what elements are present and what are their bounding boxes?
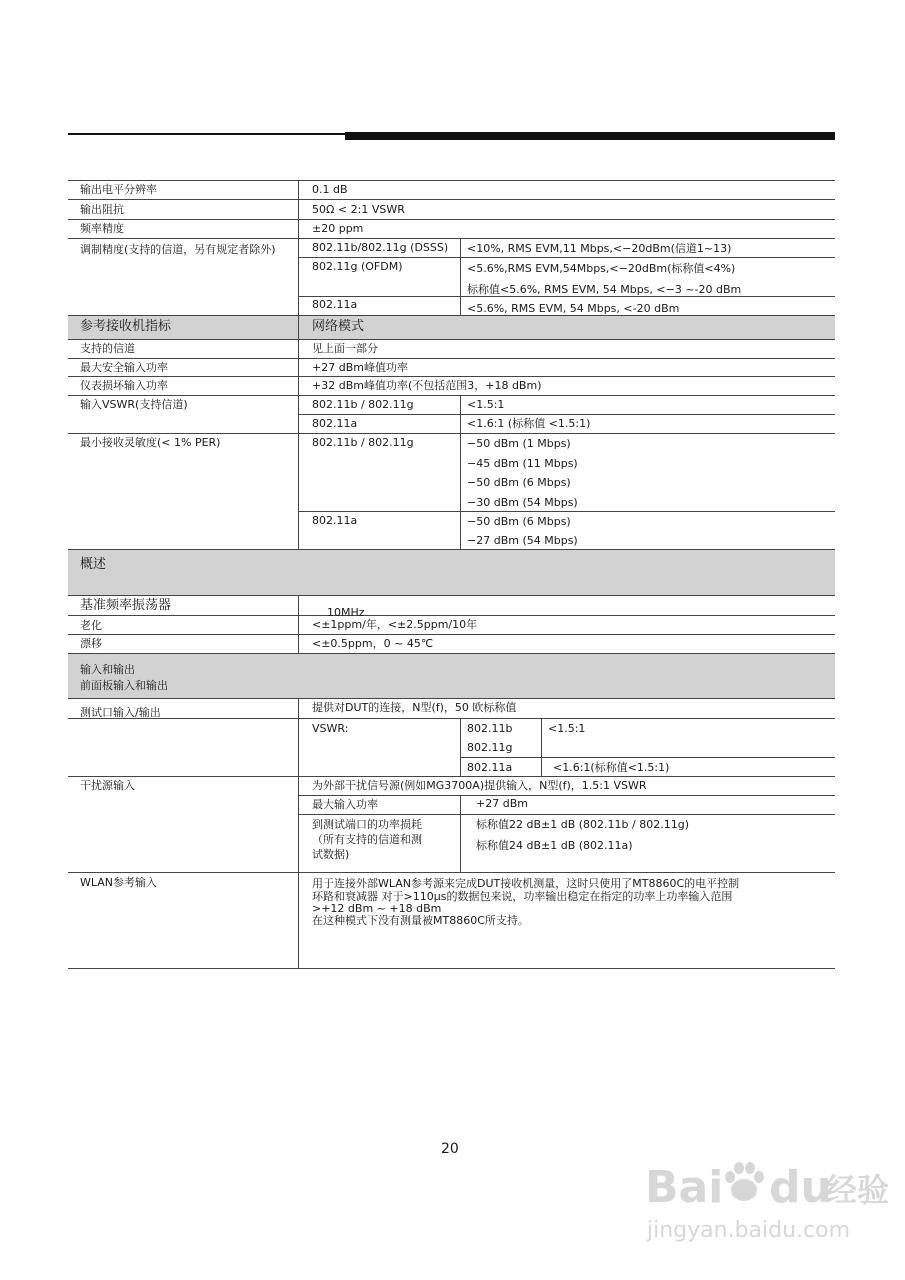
watermark-brand-right: du: [769, 1162, 832, 1213]
vswr-label: 输入VSWR(支持信道): [80, 398, 188, 411]
watermark-url: jingyan.baidu.com: [647, 1218, 851, 1243]
sensitivity-bg-value: −30 dBm (54 Mbps): [467, 496, 578, 509]
vswr-a-value: <1.6:1 (标称值 <1.5:1): [467, 417, 591, 430]
rule: [68, 376, 835, 377]
rule: [68, 358, 835, 359]
interference-max-label: 最大输入功率: [312, 798, 378, 811]
rule: [68, 219, 835, 220]
sensitivity-bg-value: −50 dBm (6 Mbps): [467, 476, 571, 489]
io-subtitle: 前面板输入和输出: [80, 679, 168, 692]
freq-accuracy-value: ±20 ppm: [312, 222, 364, 235]
test-port-label: 测试口输入/输出: [80, 706, 161, 719]
max-safe-value: +27 dBm峰值功率: [312, 361, 408, 374]
paw-icon: [721, 1160, 767, 1206]
page-number: 20: [441, 1141, 459, 1157]
vswr-a-mode: 802.11a: [312, 417, 358, 430]
receiver-header-left: 参考接收机指标: [80, 319, 172, 334]
rule: [68, 615, 835, 616]
damage-value: +32 dBm峰值功率(不包括范围3，+18 dBm): [312, 379, 542, 392]
interference-loss-value: 标称值22 dB±1 dB (802.11b / 802.11g): [476, 818, 689, 831]
rule: [298, 296, 835, 297]
rule: [68, 180, 835, 181]
test-port-bg-value: <1.5:1: [548, 722, 586, 735]
test-port-vswr-label: VSWR:: [312, 722, 349, 735]
rule: [460, 395, 461, 549]
mod-row-a-mode: 802.11a: [312, 298, 358, 311]
rule: [298, 257, 835, 258]
wlan-ref-line: 用于连接外部WLAN参考源来完成DUT接收机测量，这时只使用了MT8860C的电平控制: [312, 877, 740, 890]
rule: [298, 814, 835, 815]
sensitivity-a-value: −50 dBm (6 Mbps): [467, 515, 571, 528]
mod-row-a-value: <5.6%, RMS EVM, 54 Mbps, <-20 dBm: [467, 302, 680, 314]
io-band: [68, 653, 835, 698]
rule: [460, 238, 461, 315]
mod-row-ofdm-value: <5.6%,RMS EVM,54Mbps,<−20dBm(标称值<4%): [467, 262, 736, 275]
vswr-bg-value: <1.5:1: [467, 398, 505, 411]
test-port-b-mode: 802.11b: [467, 722, 513, 735]
freq-accuracy-label: 频率精度: [80, 222, 124, 235]
io-title: 输入和输出: [80, 663, 135, 676]
interference-loss-label: （所有支持的信道和测: [312, 833, 422, 846]
rule: [68, 872, 835, 873]
rule: [298, 511, 835, 512]
rule: [68, 653, 835, 654]
interference-label: 干扰源输入: [80, 779, 135, 792]
sensitivity-bg-value: −50 dBm (1 Mbps): [467, 437, 571, 450]
rule: [68, 698, 835, 699]
rule: [68, 433, 835, 434]
sensitivity-bg-value: −45 dBm (11 Mbps): [467, 457, 578, 470]
sensitivity-a-mode: 802.11a: [312, 514, 358, 527]
rule: [298, 315, 299, 549]
watermark-brand-left: Bai: [645, 1162, 724, 1213]
mod-row-a-clip: [467, 300, 827, 314]
rule: [68, 395, 835, 396]
rule: [68, 968, 835, 969]
max-safe-label: 最大安全输入功率: [80, 361, 168, 374]
drift-label: 漂移: [80, 637, 102, 650]
mod-row-ofdm-value2: 标称值<5.6%, RMS EVM, 54 Mbps, <−3 ~-20 dBm: [467, 283, 742, 296]
watermark-brand-cn: 经验: [825, 1171, 890, 1209]
oscillator-title: 基准频率振荡器: [80, 598, 172, 613]
rule: [68, 238, 835, 239]
rule: [298, 795, 835, 796]
rule: [68, 315, 835, 316]
receiver-header-band: [68, 315, 835, 339]
oscillator-freq: 10MHz: [327, 606, 365, 619]
wlan-ref-line: >+12 dBm ~ +18 dBm: [312, 902, 442, 915]
wlan-ref-line: 环路和衰减器 对于>110µs的数据包来说，功率输出稳定在指定的功率上功率输入范围: [312, 890, 733, 903]
rule: [298, 414, 835, 415]
rule: [298, 595, 299, 653]
rule: [68, 595, 835, 596]
output-impedance-label: 输出阻抗: [80, 203, 124, 216]
test-port-value: 提供对DUT的连接，N型(f)，50 欧标称值: [312, 701, 517, 714]
vswr-bg-mode: 802.11b / 802.11g: [312, 398, 414, 411]
mod-row-ofdm-mode: 802.11g (OFDM): [312, 260, 403, 273]
output-impedance-value: 50Ω < 2:1 VSWR: [312, 203, 405, 216]
test-port-a-mode: 802.11a: [467, 761, 513, 774]
drift-value: <±0.5ppm，0 ~ 45℃: [312, 637, 434, 650]
channels-label: 支持的信道: [80, 342, 135, 355]
rule: [298, 698, 299, 968]
interference-loss-value: 标称值24 dB±1 dB (802.11a): [476, 839, 633, 852]
sensitivity-a-value: −27 dBm (54 Mbps): [467, 534, 578, 547]
sensitivity-bg-mode: 802.11b / 802.11g: [312, 436, 414, 449]
sensitivity-label: 最小接收灵敏度(< 1% PER): [80, 436, 221, 449]
rule: [460, 757, 835, 758]
mod-accuracy-label: 调制精度(支持的信道，另有规定者除外): [80, 243, 276, 256]
mod-row-dsss-mode: 802.11b/802.11g (DSSS): [312, 241, 449, 254]
wlan-ref-label: WLAN参考输入: [80, 876, 158, 889]
baidu-watermark: [645, 1150, 895, 1270]
interference-loss-label: 到测试端口的功率损耗: [312, 818, 422, 831]
rule: [460, 795, 461, 872]
test-port-g-mode: 802.11g: [467, 741, 513, 754]
output-resolution-label: 输出电平分辨率: [80, 183, 157, 196]
overview-band: [68, 549, 835, 595]
interference-max-value: +27 dBm: [476, 797, 528, 810]
overview-title: 概述: [80, 557, 107, 572]
receiver-header-right: 网络模式: [312, 319, 365, 334]
interference-loss-label: 试数据): [312, 848, 350, 861]
rule: [460, 718, 461, 776]
rule: [68, 776, 835, 777]
header-rule-thin: [68, 133, 345, 135]
interference-value: 为外部干扰信号源(例如MG3700A)提供输入，N型(f)，1.5:1 VSWR: [312, 779, 647, 792]
rule: [68, 718, 835, 719]
rule: [68, 199, 835, 200]
wlan-ref-line: 在这种模式下没有测量被MT8860C所支持。: [312, 914, 529, 927]
output-resolution-value: 0.1 dB: [312, 183, 348, 196]
damage-label: 仪表损坏输入功率: [80, 379, 168, 392]
aging-value: <±1ppm/年，<±2.5ppm/10年: [312, 618, 478, 631]
aging-label: 老化: [80, 619, 102, 632]
rule: [541, 718, 542, 776]
test-port-a-value: <1.6:1(标称值<1.5:1): [553, 761, 670, 774]
rule: [68, 549, 835, 550]
rule: [68, 634, 835, 635]
mod-row-dsss-value: <10%, RMS EVM,11 Mbps,<−20dBm(信道1~13): [467, 242, 732, 255]
header-rule-thick: [345, 132, 835, 140]
rule: [68, 339, 835, 340]
channels-value: 见上面一部分: [312, 342, 378, 355]
rule: [298, 180, 299, 315]
